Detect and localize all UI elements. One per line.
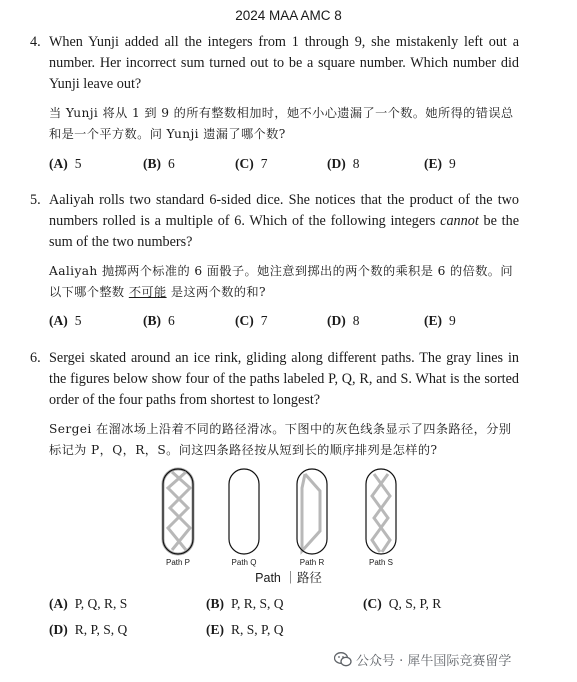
path-p-label: Path P bbox=[165, 558, 190, 567]
choice-d: (D) 8 bbox=[327, 313, 360, 328]
path-s-rink bbox=[366, 469, 396, 554]
choice-a: (A) 5 bbox=[49, 313, 82, 328]
path-s-label: Path S bbox=[368, 558, 393, 567]
question-text-en: When Yunji added all the integers from 1 through 9, she mistakenly left out a number. Her incorrect sum turned out to be a square number. Which number did Yunji leave out? bbox=[49, 34, 519, 92]
path-r-label: Path R bbox=[299, 558, 325, 567]
choice-a: (A) P, Q, R, S bbox=[49, 596, 128, 611]
paths-illustration bbox=[150, 466, 430, 561]
question-number: 5. bbox=[30, 192, 41, 208]
choice-c: (C) Q, S, P, R bbox=[363, 596, 442, 611]
choice-b: (B) 6 bbox=[143, 156, 175, 171]
choice-b: (B) 6 bbox=[143, 313, 175, 328]
choice-b: (B) P, R, S, Q bbox=[206, 596, 284, 611]
page-header: 2024 MAA AMC 8 bbox=[235, 8, 342, 23]
choice-a: (A) 5 bbox=[49, 156, 82, 171]
figure-caption: Path ｜路径 bbox=[255, 571, 322, 585]
emphasis: cannot bbox=[440, 213, 479, 229]
choice-c: (C) 7 bbox=[235, 313, 268, 328]
answer-choices bbox=[49, 156, 529, 176]
question-text-zh: 当 Yunji 将从 1 到 9 的所有整数相加时，她不小心遗漏了一个数。她所得的错误总和是一个平方数。问 Yunji 遗漏了哪个数? bbox=[49, 106, 514, 141]
question-number: 4. bbox=[30, 34, 41, 50]
path-q-rink bbox=[168, 469, 259, 554]
underlined-emphasis: 不可能 bbox=[128, 285, 167, 299]
choice-d: (D) R, P, S, Q bbox=[49, 622, 128, 637]
choice-e: (E) R, S, P, Q bbox=[206, 622, 284, 637]
question-text-zh: Aaliyah 抛掷两个标准的 6 面骰子。她注意到掷出的两个数的乘积是 6 的倍数。问以下哪个整数 不可能 是这两个数的和? bbox=[49, 264, 513, 299]
watermark-text: 公众号 · 犀牛国际竞赛留学 bbox=[356, 654, 512, 669]
question-text-zh: Sergei 在溜冰场上沿着不同的路径滑冰。下图中的灰色线条显示了四条路径，分别标记为 P，Q，R，S。问这四条路径按从短到长的顺序排列是怎样的? bbox=[49, 422, 512, 457]
answer-choices-row-1 bbox=[49, 596, 529, 616]
choice-e: (E) 9 bbox=[424, 156, 456, 171]
choice-c: (C) 7 bbox=[235, 156, 268, 171]
path-r-rink bbox=[297, 469, 327, 554]
question-number: 6. bbox=[30, 350, 41, 366]
question-text-en: Sergei skated around an ice rink, gliding along different paths. The gray lines in the figures below show four of the paths labeled P, Q, R, and S. What is the sorted order of the four paths from shortest to longest? bbox=[49, 350, 519, 408]
choice-e: (E) 9 bbox=[424, 313, 456, 328]
watermark bbox=[334, 650, 511, 670]
wechat-icon bbox=[334, 652, 352, 671]
answer-choices bbox=[49, 313, 529, 333]
choice-d: (D) 8 bbox=[327, 156, 360, 171]
answer-choices-row-2 bbox=[49, 622, 529, 642]
question-text-en: Aaliyah rolls two standard 6-sided dice. She notices that the product of the two numbers rolled is a multiple of 6. Which of the following integers cannot be the sum of the two numbers? bbox=[49, 192, 519, 250]
path-q-label: Path Q bbox=[231, 558, 257, 567]
